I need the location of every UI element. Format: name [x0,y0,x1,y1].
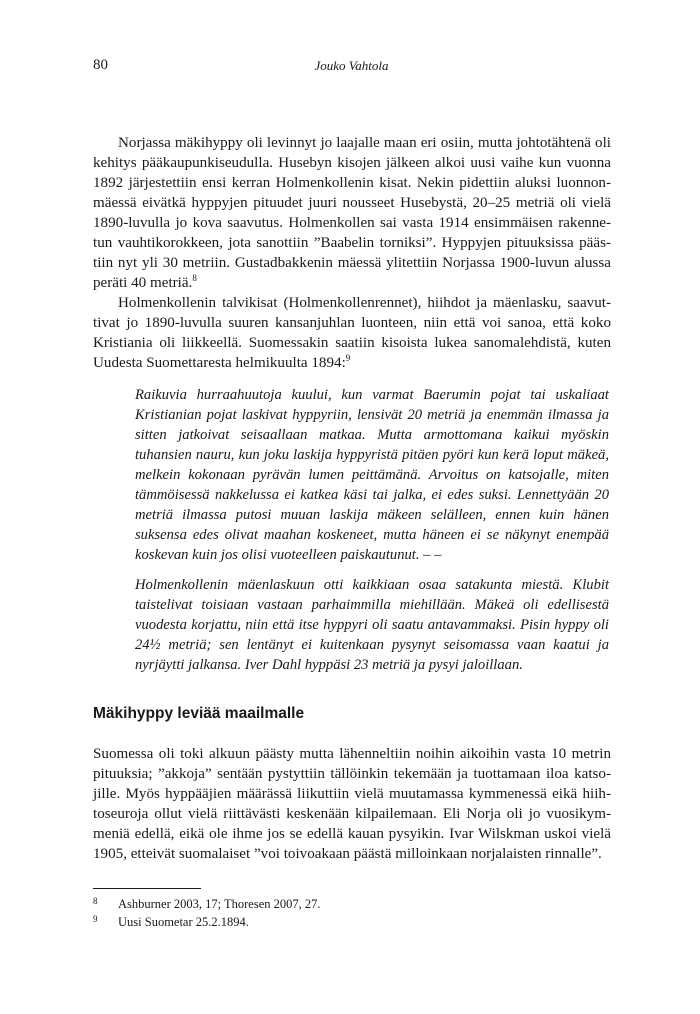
paragraph [93,293,611,373]
footnote [93,913,611,931]
footnote-ref: 8 [192,273,197,283]
quote-paragraph: Holmenkollenin mäenlaskuun otti kaikkiaan osaa satakunta miestä. Klubit taistelivat toisiaan vastaan parhaimmilla miehillään. Mäkeä oli edellisestä vuodesta korjattu, niin että itse hyppyri oli saatu antavammaksi. Pisin hyppy oli 24½ metriä; sen lentänyt ei kuitenkaan pysynyt seisomassa vaan kaatui ja nyrjäytti jalkansa. Iver Dahl hyppäsi 23 metriä ja pysyi jaloillaan. [135,577,609,673]
footnote-mark: 9 [93,914,98,924]
footnote-text: Uusi Suometar 25.2.1894. [118,915,249,929]
body-text-part1 [93,133,611,373]
footnotes [93,895,611,931]
footnote-mark: 8 [93,896,98,906]
page-header [93,57,610,75]
running-head-author: Jouko Vahtola [314,58,389,73]
footnote-ref: 9 [345,353,351,363]
quote-paragraph: Raikuvia hurraahuutoja kuului, kun varmat Baerumin pojat tai uskaliaat Kristianian pojat laskivat hyppyriin, lensivät 20 metriä ja enemmän ilmassa ja sitten jatkoivat seisaallaan matkaa. Mutta armottomana kaikui myöskin tuhansien nauru, kun joku laskija hyppyristä pitäen pyöri kun kerä loput mäkeä, melkein kokonaan pyrävän lumen peittämänä. Arvoitus on katsojalle, miten tämmöisessä nakkelussa ei katkea käsi tai jalka, ei edes suksi. Lennettyään 20 metriä ilmassa putosi muuan laskija mäkeen selälleen, ennen kuin hänen suksensa edes olivat maahan koskeneet, mutta häneen ei se näkynyt enempää koskevan kuin jos olisi vuoteelleen paiskautunut. – – [135,387,609,563]
block-quote [135,575,609,675]
footnote [93,895,611,913]
block-quote [135,385,609,565]
paragraph-text: Norjassa mäkihyppy oli levinnyt jo laajalle maan eri osiin, mutta johtotähtenä oli kehitys pääkaupunkiseudulla. Husebyn kisojen jälkeen alkoi uusi vaihe kun vuonna 1892 järjestettiin ensi kerran Holmenkollenin kisat. Nekin pidettiin aluksi luonnonmäessä eivätkä hyppyjen pituudet juuri nousseet Husebystä, 20–25 metriä oli vielä 1890-luvulla jo kova saavutus. Holmenkollen sai vasta 1914 ensimmäisen rakennetun vauhtikorokkeen, jota sanottiin ”Baabelin torniksi”. Hyppyjen pituuksissa päästiin nyt yli 30 metriin. Gustadbakkenin mäessä ylitettiin Norjassa 1900-luvun alussa peräti 40 metriä. [93,135,611,291]
paragraph-text: Holmenkollenin talvikisat (Holmenkollenrennet), hiihdot ja mäenlasku, saavuttivat jo 1890-luvulla suuren kansanjuhlan luonteen, niin että voi sanoa, että koko Kristiania oli liikkeellä. Suomessakin saatiin kisoista lukea sanomalehdistä, kuten Uudesta Suomettaresta helmikuulta 1894: [93,295,611,371]
body-text-part2 [93,744,611,864]
footnote-text: Ashburner 2003, 17; Thoresen 2007, 27. [118,897,321,911]
section-heading: Mäkihyppy leviää maailmalle [93,705,305,722]
paragraph: Suomessa oli toki alkuun päästy mutta lähenneltiin noihin aikoihin vasta 10 metrin pituuksia; ”akkoja” sentään pystyttiin tällöinkin tekemään ja tuottamaan iloa katsojille. Myös hyppääjien määrässä liikuttiin vielä muutamassa kymmenessä eikä hiihtoseuroja ollut vielä riittävästi keskenään kilpailemaan. Eli Norja oli jo vuosikymmeniä edellä, eikä ole ihme jos se edellä kauan pysyikin. Ivar Wilskman uskoi vielä 1905, etteivät suomalaiset ”voi toivoakaan päästä milloinkaan norjalaisten rinnalle”. [93,746,611,862]
page-number: 80 [93,57,108,73]
paragraph [93,133,611,293]
footnote-divider [93,888,201,889]
